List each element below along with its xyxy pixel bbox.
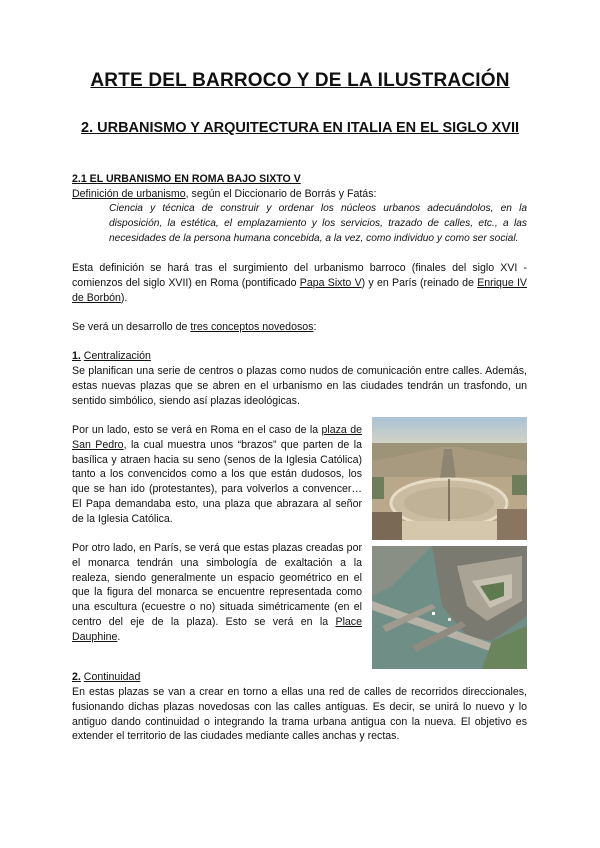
section-heading-text: 2.1 EL URBANISMO EN ROMA BAJO SIXTO V — [72, 173, 301, 185]
definition-source: , según el Diccionario de Borrás y Fatás: — [185, 188, 377, 200]
rome-text-b: , la cual muestra unos “brazos” que parten de la basílica y atraen hacia su seno (senos de la Iglesia Católica) tanto a los convencidos como a los que están dudosos, los que se han ido (protestantes), para volverlos a convencer… El Papa demandaba esto, una plaza que abrazara al señor de la Iglesia Católica. — [72, 438, 362, 525]
link-place-dauphine: Place Dauphine — [72, 615, 362, 643]
paris-paragraph — [72, 541, 362, 645]
concept-1-label: Centralización — [83, 350, 151, 362]
concept-1-number: 1. — [72, 350, 81, 362]
place-dauphine-photo — [372, 546, 527, 669]
concepts-text-a: Se verá un desarrollo de — [72, 321, 191, 333]
intro-paragraph — [72, 261, 527, 305]
link-enrique-iv: Enrique IV de Borbón — [72, 276, 527, 304]
document-title: ARTE DEL BARROCO Y DE LA ILUSTRACIÓN — [90, 70, 510, 91]
link-plaza-san-pedro: plaza de San Pedro — [72, 424, 362, 451]
concept-2-text: En estas plazas se van a crear en torno a ellas una red de calles de recorridos direccionales, fusionando dichas plazas novedosas con las calles antiguas. Es decir, se unirá lo nuevo y lo antiguo dando continuidad o integrando la trama urbana antigua con la nueva. El objetivo es extender el territorio de las ciudades mediante calles anchas y rectas. — [72, 686, 527, 743]
intro-text-c: ). — [120, 291, 128, 304]
intro-text-a: Esta definición se hará tras el surgimiento del urbanismo barroco (finales del siglo XVI - comienzos del siglo XVII) en Roma (pontificado — [72, 262, 527, 289]
paris-text-b: . — [117, 630, 121, 643]
concept-1-text: Se planifican una serie de centros o plazas como nudos de comunicación entre calles. Además, estas nuevas plazas que se abren en el urbanismo en las ciudades tendrán un trasfondo, un sentido simbólico, siendo así plazas ideológicas. — [72, 365, 527, 407]
definition-intro — [72, 187, 527, 202]
paris-text-a: Por otro lado, en París, se verá que estas plazas creadas por el monarca tendrán una simbología de exaltación a la realeza, siendo generalmente un espacio geométrico en el que la figura del monarca se encuentre representada como una escultura (ecuestre o no) situada simétricamente (en el centro del eje de la plaza). Esto se verá en la — [72, 542, 362, 628]
concept-2-heading — [72, 670, 527, 685]
definition-quote: Ciencia y técnica de construir y ordenar los núcleos urbanos adecuándolos, en la disposición, la estética, el emplazamiento y los servicios, trazado de calles, etc., a las necesidades de la persona humana concebida, a la vez, como individuo y como ser social. — [109, 203, 527, 244]
concept-1-heading — [72, 349, 527, 364]
concept-2-label: Continuidad — [83, 671, 141, 683]
link-papa-sixto: Papa Sixto V — [299, 276, 362, 289]
concepts-link: tres conceptos novedosos — [190, 321, 314, 333]
rome-text-a: Por un lado, esto se verá en Roma en el caso de la — [72, 424, 322, 436]
intro-text-b: ) y en París (reinado de — [361, 276, 478, 289]
definition-term: Definición de urbanismo — [72, 188, 186, 200]
document-subtitle: 2. URBANISMO Y ARQUITECTURA EN ITALIA EN EL SIGLO XVII — [81, 120, 519, 136]
section-heading — [72, 172, 527, 187]
concepts-text-b: : — [313, 321, 317, 333]
rome-paragraph — [72, 423, 362, 527]
concept-2-number: 2. — [72, 671, 81, 683]
concepts-paragraph — [72, 320, 527, 335]
st-peters-square-photo — [372, 417, 527, 540]
